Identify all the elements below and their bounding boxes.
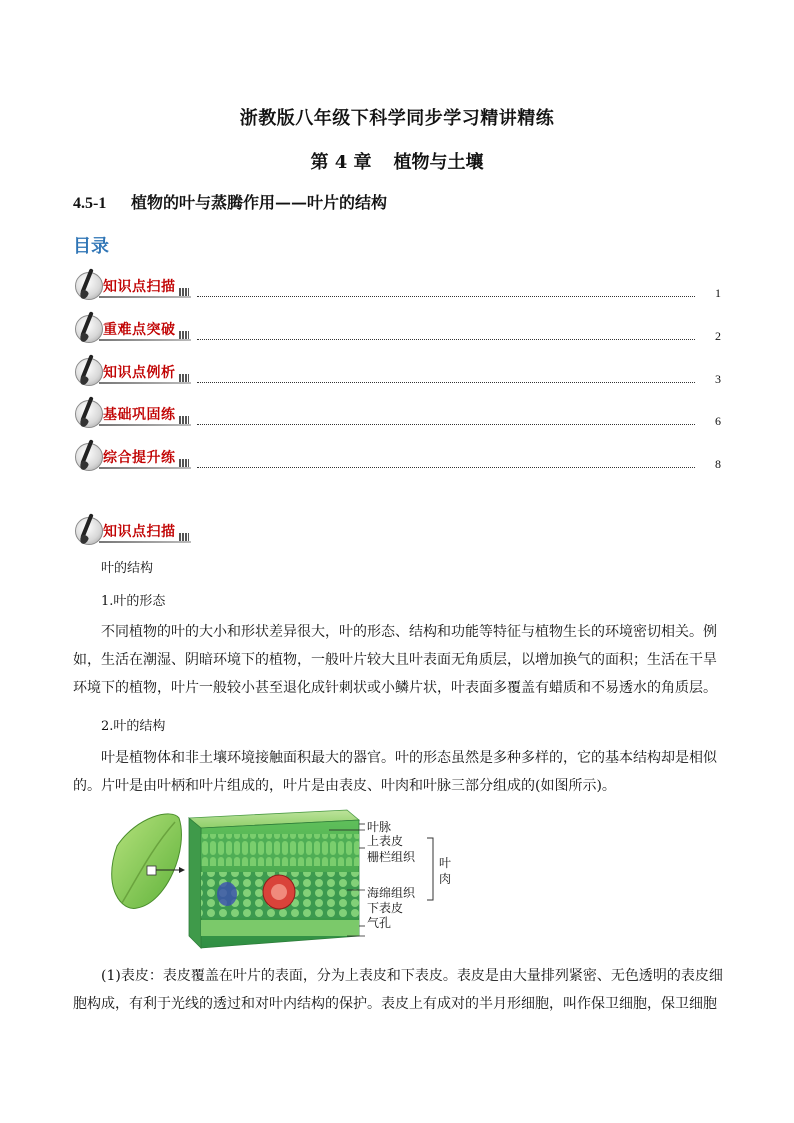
toc-item-label: 知识点扫描: [103, 279, 176, 295]
leaf-icon: [112, 814, 182, 909]
toc-page-number: 1: [715, 286, 721, 300]
toc-item-label: 基础巩固练: [103, 407, 176, 423]
toc-badge: [73, 398, 195, 430]
toc-heading: 目录: [73, 236, 109, 257]
corner-decoration-icon: [179, 331, 189, 339]
section-name: 植物的叶与蒸腾作用——叶片的结构: [131, 193, 388, 212]
toc-item-knowledge-examples[interactable]: [73, 356, 723, 390]
corner-decoration-icon: [179, 288, 189, 296]
toc-badge: [73, 356, 195, 388]
label-vein: 叶脉: [367, 820, 392, 834]
section-header-knowledge-scan: [73, 515, 723, 549]
label-spongy: 海绵组织: [367, 886, 416, 900]
text-line: 如，生活在潮湿、阴暗环境下的植物，一般叶片较大且叶表面无角质层，以增加换气的面积；生活在干旱: [73, 652, 717, 668]
text-line: 环境下的植物，叶片一般较小甚至退化成针刺状或小鳞片状，叶表面多覆盖有蜡质和不易透水的角质层。: [73, 680, 717, 696]
heading-leaf-structure: 2.叶的结构: [101, 719, 166, 734]
toc-item-label: 知识点例析: [103, 365, 176, 381]
chapter-name: 植物与土壤: [393, 152, 484, 173]
label-palisade: 栅栏组织: [367, 850, 416, 864]
subsection-title: 叶的结构: [101, 561, 154, 576]
toc-page-number: 3: [715, 372, 721, 386]
toc-item-knowledge-scan[interactable]: [73, 270, 723, 304]
paragraph-epidermis: [73, 962, 723, 1018]
section-number: 4.5-1: [73, 195, 107, 212]
text-line: 不同植物的叶的大小和形状差异很大，叶的形态、结构和功能等特征与植物生长的环境密切相关。例: [101, 624, 717, 640]
toc-leader: [197, 292, 695, 297]
toc-badge: [73, 270, 195, 302]
label-mesophyll-bottom: 肉: [439, 872, 452, 886]
text-line: 的。片叶是由叶柄和叶片组成的，叶片是由表皮、叶肉和叶脉三部分组成的(如图所示)。: [73, 778, 616, 794]
section-title: [73, 190, 387, 213]
toc-item-label: 重难点突破: [103, 322, 176, 338]
toc-leader: [197, 335, 695, 340]
text-line: 叶是植物体和非土壤环境接触面积最大的器官。叶的形态虽然是多种多样的，它的基本结构却是相似: [101, 750, 717, 766]
corner-decoration-icon: [179, 416, 189, 424]
toc-leader: [197, 378, 695, 383]
text-line: 胞构成，有利于光线的透过和对叶内结构的保护。表皮上有成对的半月形细胞，叫作保卫细胞，保卫细胞: [73, 996, 717, 1012]
toc-item-basic-practice[interactable]: [73, 398, 723, 432]
leaf-structure-figure: [97, 808, 467, 956]
toc-page-number: 2: [715, 329, 721, 343]
page-title: 浙教版八年级下科学同步学习精讲精练: [239, 108, 555, 129]
label-upper-epidermis: 上表皮: [367, 834, 404, 848]
paragraph-leaf-structure: [73, 744, 723, 800]
corner-decoration-icon: [179, 374, 189, 382]
toc-leader: [197, 420, 695, 425]
toc-item-label: 综合提升练: [103, 450, 176, 466]
toc-leader: [197, 463, 695, 468]
toc-badge: [73, 441, 195, 473]
chapter-number: 第 4 章: [310, 152, 372, 173]
section-badge-label: 知识点扫描: [103, 524, 176, 540]
section-badge: [73, 515, 195, 547]
label-lower-epidermis: 下表皮: [367, 901, 404, 915]
label-stoma: 气孔: [367, 916, 392, 930]
toc-page-number: 8: [715, 457, 721, 471]
text-line: (1)表皮：表皮覆盖在叶片的表面，分为上表皮和下表皮。表皮是由大量排列紧密、无色透明的表皮细: [101, 968, 723, 984]
toc-badge: [73, 313, 195, 345]
corner-decoration-icon: [179, 533, 189, 541]
toc-page-number: 6: [715, 414, 721, 428]
label-mesophyll-top: 叶: [439, 856, 452, 870]
corner-decoration-icon: [179, 459, 189, 467]
heading-leaf-shape: 1.叶的形态: [101, 594, 166, 609]
chapter-title: [0, 148, 794, 174]
toc-item-key-difficulties[interactable]: [73, 313, 723, 347]
leaf-cross-section-illustration: [97, 808, 467, 956]
paragraph-leaf-shape: [73, 618, 723, 702]
toc-item-comprehensive-practice[interactable]: [73, 441, 723, 475]
